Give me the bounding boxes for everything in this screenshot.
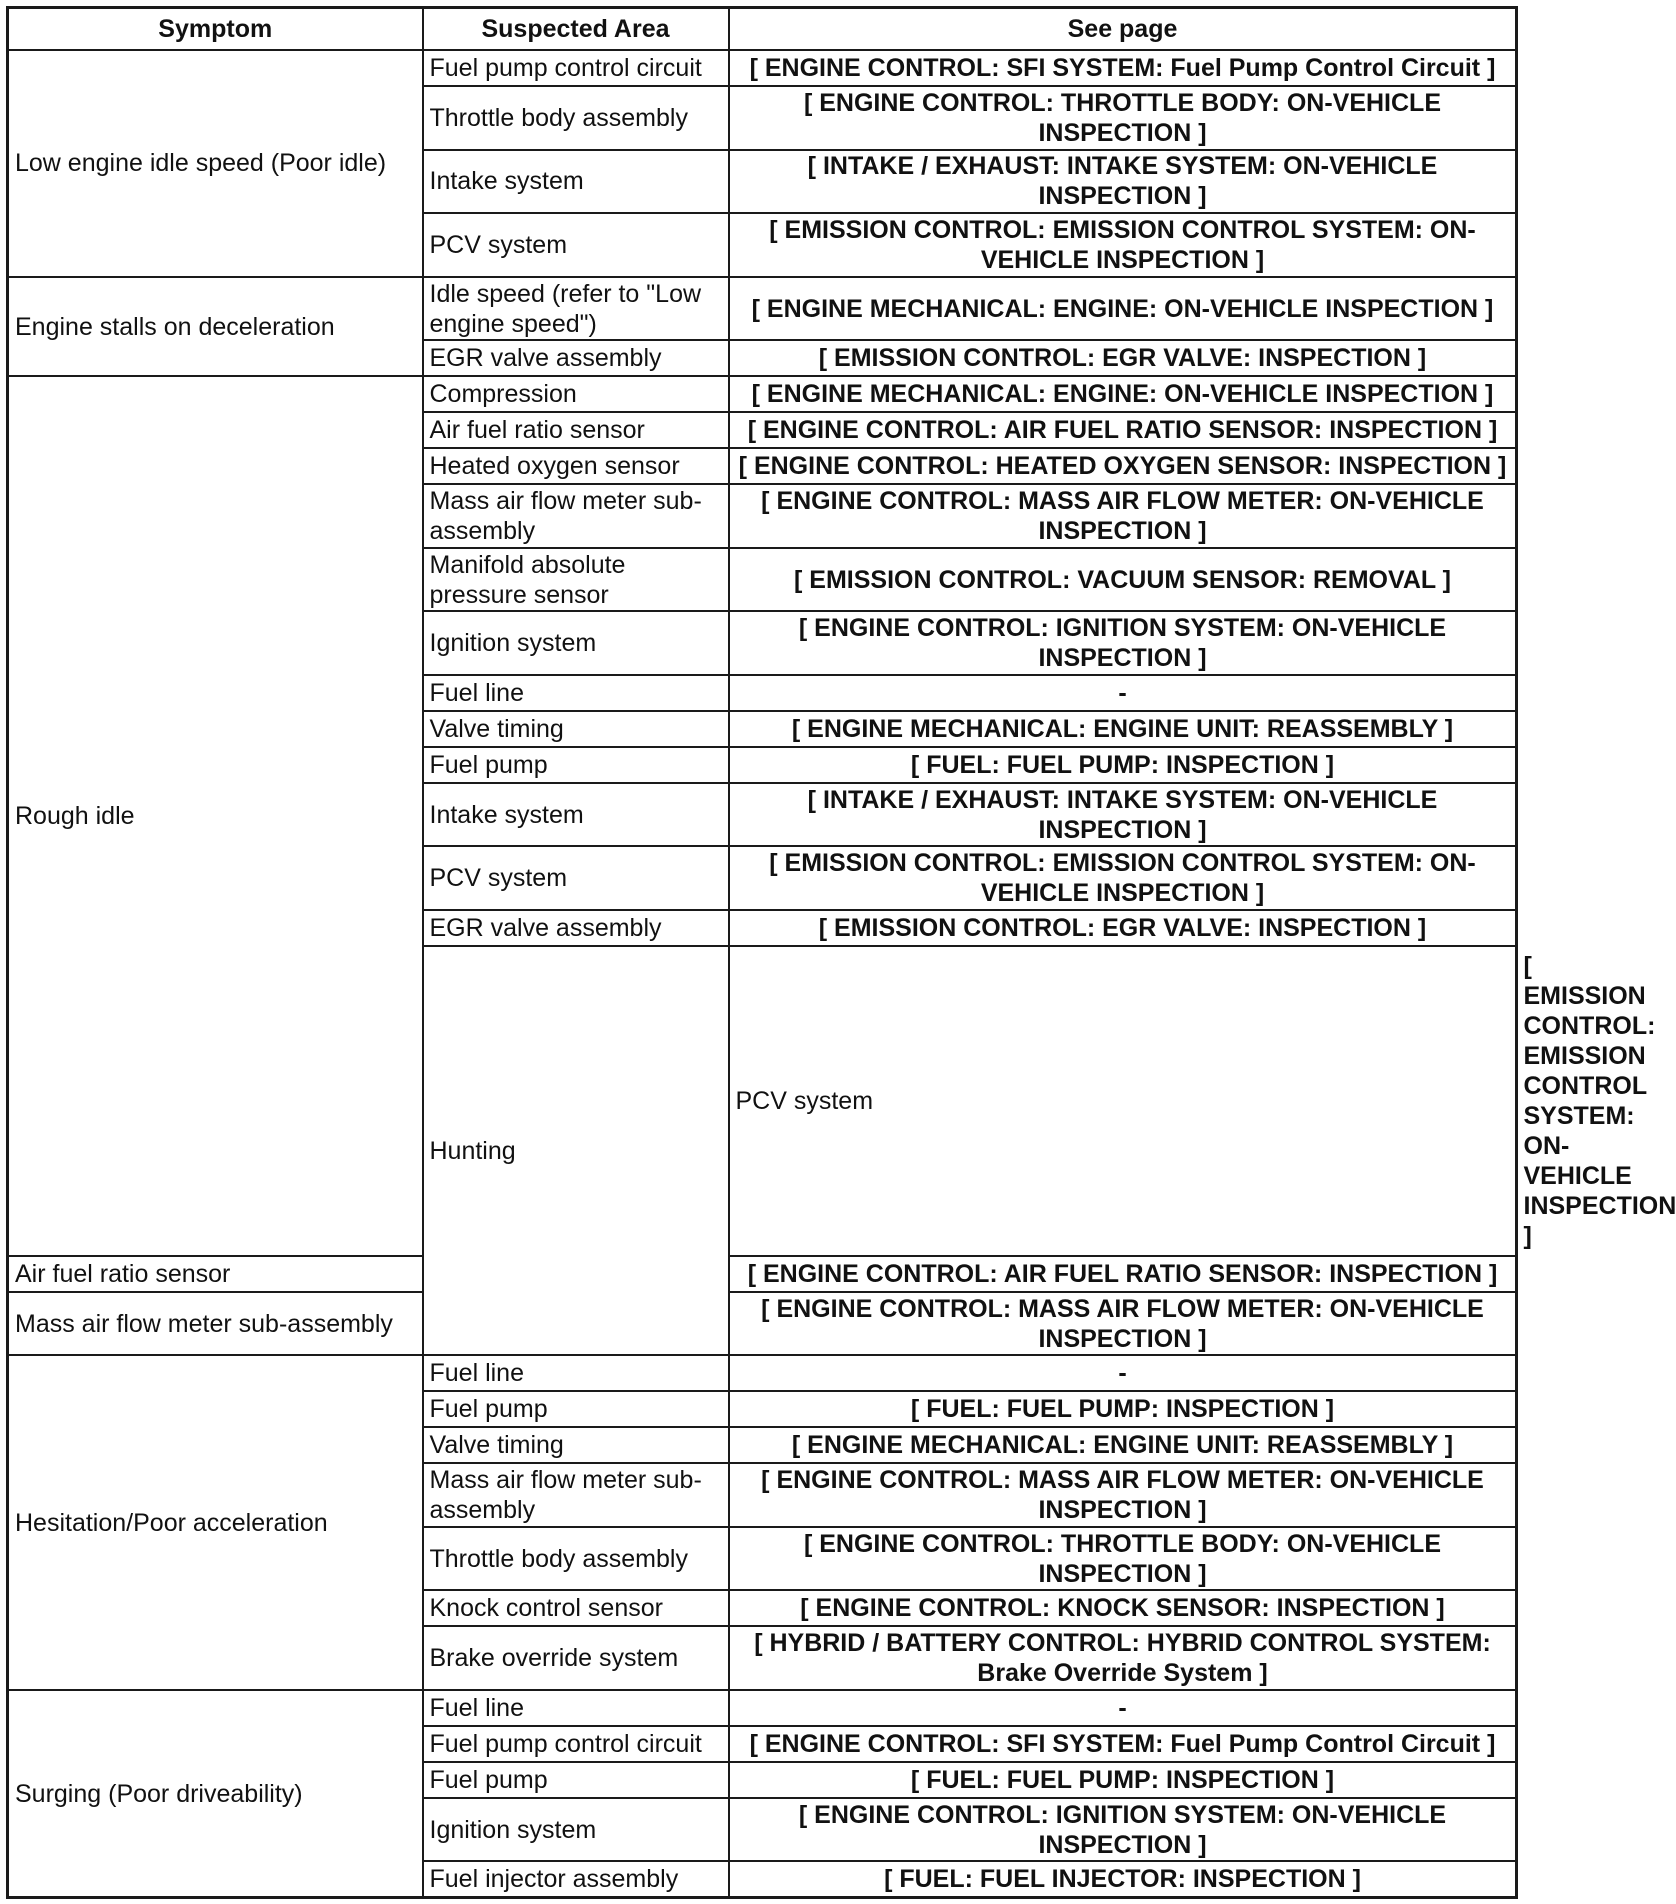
see-page-reference: [ FUEL: FUEL INJECTOR: INSPECTION ] (729, 1861, 1517, 1897)
suspected-area-cell: Heated oxygen sensor (423, 448, 729, 484)
header-symptom: Symptom (8, 8, 423, 51)
suspected-area-cell: Fuel line (423, 1690, 729, 1726)
suspected-area-cell: Mass air flow meter sub-assembly (423, 1463, 729, 1527)
table-row (8, 1690, 1517, 1726)
suspected-area-cell: Knock control sensor (423, 1590, 729, 1626)
see-page-reference: [ EMISSION CONTROL: EMISSION CONTROL SYSTEM: ON-VEHICLE INSPECTION ] (729, 213, 1517, 277)
see-page-reference: [ EMISSION CONTROL: VACUUM SENSOR: REMOVAL ] (729, 548, 1517, 612)
suspected-area-cell: Idle speed (refer to "Low engine speed") (423, 277, 729, 341)
see-page-reference: [ ENGINE CONTROL: IGNITION SYSTEM: ON-VEHICLE INSPECTION ] (729, 1798, 1517, 1862)
see-page-reference: [ EMISSION CONTROL: EGR VALVE: INSPECTION ] (729, 340, 1517, 376)
suspected-area-cell: Intake system (423, 150, 729, 214)
table-row (8, 50, 1517, 86)
suspected-area-cell: Ignition system (423, 1798, 729, 1862)
see-page-reference: [ ENGINE CONTROL: MASS AIR FLOW METER: ON-VEHICLE INSPECTION ] (729, 1463, 1517, 1527)
see-page-reference: [ ENGINE MECHANICAL: ENGINE UNIT: REASSEMBLY ] (729, 711, 1517, 747)
suspected-area-cell: Fuel injector assembly (423, 1861, 729, 1897)
see-page-reference: [ INTAKE / EXHAUST: INTAKE SYSTEM: ON-VEHICLE INSPECTION ] (729, 783, 1517, 847)
see-page-reference: [ FUEL: FUEL PUMP: INSPECTION ] (729, 1391, 1517, 1427)
see-page-reference: [ ENGINE CONTROL: AIR FUEL RATIO SENSOR: INSPECTION ] (729, 412, 1517, 448)
suspected-area-cell: PCV system (423, 213, 729, 277)
suspected-area-cell: Brake override system (423, 1626, 729, 1690)
header-row (8, 8, 1517, 51)
see-page-reference: [ EMISSION CONTROL: EMISSION CONTROL SYSTEM: ON-VEHICLE INSPECTION ] (729, 846, 1517, 910)
header-see-page: See page (729, 8, 1517, 51)
suspected-area-cell: Throttle body assembly (423, 86, 729, 150)
symptom-cell: Rough idle (8, 376, 423, 1256)
see-page-reference: [ ENGINE MECHANICAL: ENGINE: ON-VEHICLE INSPECTION ] (729, 277, 1517, 341)
suspected-area-cell: Valve timing (423, 711, 729, 747)
see-page-reference: - (729, 675, 1517, 711)
see-page-reference: [ ENGINE MECHANICAL: ENGINE: ON-VEHICLE INSPECTION ] (729, 376, 1517, 412)
table-body (8, 50, 1676, 1898)
suspected-area-cell: PCV system (729, 946, 1517, 1256)
suspected-area-cell: Manifold absolute pressure sensor (423, 548, 729, 612)
suspected-area-cell: EGR valve assembly (423, 910, 729, 946)
suspected-area-cell: Fuel pump (423, 1391, 729, 1427)
see-page-reference: [ ENGINE CONTROL: HEATED OXYGEN SENSOR: INSPECTION ] (729, 448, 1517, 484)
suspected-area-cell: EGR valve assembly (423, 340, 729, 376)
see-page-reference: [ ENGINE CONTROL: AIR FUEL RATIO SENSOR: INSPECTION ] (729, 1256, 1517, 1292)
see-page-reference: [ HYBRID / BATTERY CONTROL: HYBRID CONTROL SYSTEM: Brake Override System ] (729, 1626, 1517, 1690)
suspected-area-cell: Fuel line (423, 1355, 729, 1391)
suspected-area-cell: Compression (423, 376, 729, 412)
see-page-reference: [ ENGINE MECHANICAL: ENGINE UNIT: REASSEMBLY ] (729, 1427, 1517, 1463)
table-row (8, 277, 1517, 341)
see-page-reference: [ ENGINE CONTROL: THROTTLE BODY: ON-VEHICLE INSPECTION ] (729, 1527, 1517, 1591)
see-page-reference: [ EMISSION CONTROL: EGR VALVE: INSPECTION ] (729, 910, 1517, 946)
table-row (8, 1256, 1517, 1292)
see-page-reference: - (729, 1355, 1517, 1391)
symptom-cell: Hunting (423, 946, 729, 1356)
see-page-reference: [ ENGINE CONTROL: THROTTLE BODY: ON-VEHICLE INSPECTION ] (729, 86, 1517, 150)
suspected-area-cell: Fuel pump control circuit (423, 50, 729, 86)
suspected-area-cell: Fuel line (423, 675, 729, 711)
table-row (8, 1292, 1517, 1356)
suspected-area-cell: Throttle body assembly (423, 1527, 729, 1591)
suspected-area-cell: Fuel pump control circuit (423, 1726, 729, 1762)
suspected-area-cell: Fuel pump (423, 747, 729, 783)
see-page-reference: [ FUEL: FUEL PUMP: INSPECTION ] (729, 1762, 1517, 1798)
see-page-reference: [ ENGINE CONTROL: MASS AIR FLOW METER: ON-VEHICLE INSPECTION ] (729, 1292, 1517, 1356)
symptom-table (6, 6, 1676, 1899)
suspected-area-cell: Fuel pump (423, 1762, 729, 1798)
see-page-reference: [ ENGINE CONTROL: KNOCK SENSOR: INSPECTION ] (729, 1590, 1517, 1626)
suspected-area-cell: Air fuel ratio sensor (8, 1256, 423, 1292)
see-page-reference: [ ENGINE CONTROL: SFI SYSTEM: Fuel Pump Control Circuit ] (729, 1726, 1517, 1762)
see-page-reference: [ INTAKE / EXHAUST: INTAKE SYSTEM: ON-VEHICLE INSPECTION ] (729, 150, 1517, 214)
symptom-cell: Hesitation/Poor acceleration (8, 1355, 423, 1690)
suspected-area-cell: Air fuel ratio sensor (423, 412, 729, 448)
symptom-cell: Engine stalls on deceleration (8, 277, 423, 377)
see-page-reference: [ ENGINE CONTROL: MASS AIR FLOW METER: ON-VEHICLE INSPECTION ] (729, 484, 1517, 548)
see-page-reference: - (729, 1690, 1517, 1726)
see-page-reference: [ ENGINE CONTROL: SFI SYSTEM: Fuel Pump Control Circuit ] (729, 50, 1517, 86)
suspected-area-cell: Valve timing (423, 1427, 729, 1463)
table-row: Hunting PCV system [ EMISSION CONTROL: EMISSION CONTROL SYSTEM: ON-VEHICLE INSPECTION ] (8, 946, 1517, 1256)
suspected-area-cell: Mass air flow meter sub-assembly (8, 1292, 423, 1356)
table-row (8, 376, 1517, 412)
suspected-area-cell: PCV system (423, 846, 729, 910)
see-page-reference: [ ENGINE CONTROL: IGNITION SYSTEM: ON-VEHICLE INSPECTION ] (729, 611, 1517, 675)
header-suspected-area: Suspected Area (423, 8, 729, 51)
suspected-area-cell: Ignition system (423, 611, 729, 675)
table-row (8, 1355, 1517, 1391)
symptom-cell: Surging (Poor driveability) (8, 1690, 423, 1898)
suspected-area-cell: Mass air flow meter sub-assembly (423, 484, 729, 548)
see-page-reference: [ FUEL: FUEL PUMP: INSPECTION ] (729, 747, 1517, 783)
suspected-area-cell: Intake system (423, 783, 729, 847)
symptom-cell: Low engine idle speed (Poor idle) (8, 50, 423, 277)
